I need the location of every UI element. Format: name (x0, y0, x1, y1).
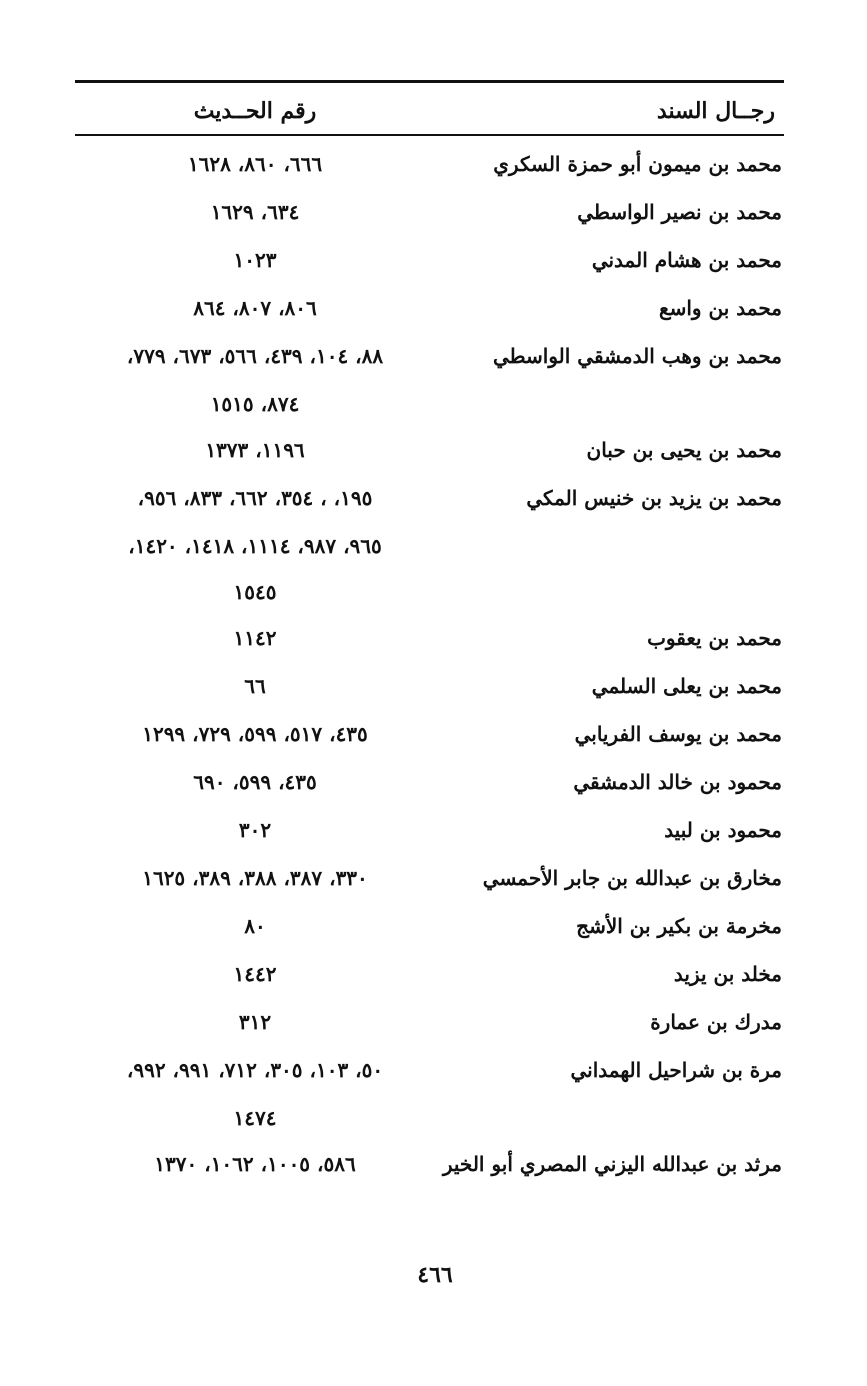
index-entry-continuation (0, 568, 867, 614)
hadith-numbers: ٩٦٥، ٩٨٧، ١١١٤، ١٤١٨، ١٤٢٠، (128, 534, 382, 558)
index-entry (0, 950, 867, 998)
index-entry (0, 426, 867, 474)
narrator-name: محمد بن يحيى بن حبان (586, 438, 782, 462)
hadith-numbers: ٨٧٤، ١٥١٥ (210, 392, 300, 416)
index-entry (0, 1140, 867, 1188)
hadith-numbers: ١١٩٦، ١٣٧٣ (205, 438, 305, 462)
hadith-numbers: ٨٠ (244, 914, 266, 938)
hadith-numbers: ٦٣٤، ١٦٢٩ (210, 200, 300, 224)
hadith-numbers: ١١٤٢ (233, 626, 277, 650)
index-entry (0, 284, 867, 332)
narrator-name: محمد بن يعقوب (647, 626, 782, 650)
hadith-numbers: ٣٠٢ (238, 818, 272, 842)
index-entry-continuation (0, 522, 867, 568)
hadith-numbers: ٥٠، ١٠٣، ٣٠٥، ٧١٢، ٩٩١، ٩٩٢، (126, 1058, 384, 1082)
hadith-numbers: ١٥٤٥ (233, 580, 277, 604)
narrator-name: محمد بن هشام المدني (591, 248, 782, 272)
narrator-name: مخلد بن يزيد (673, 962, 782, 986)
index-entry (0, 806, 867, 854)
narrator-name: محمد بن يوسف الفريابي (574, 722, 782, 746)
hadith-numbers: ٣٣٠، ٣٨٧، ٣٨٨، ٣٨٩، ١٦٢٥ (142, 866, 368, 890)
index-entry (0, 758, 867, 806)
index-entry (0, 188, 867, 236)
narrator-name: محمد بن يزيد بن خنيس المكي (526, 486, 782, 510)
hadith-numbers: ١٠٢٣ (233, 248, 277, 272)
index-entry (0, 854, 867, 902)
hadith-numbers: ٨٠٦، ٨٠٧، ٨٦٤ (193, 296, 317, 320)
page-number: ٤٦٦ (417, 1262, 453, 1288)
index-entry (0, 140, 867, 188)
narrator-name: محمد بن نصير الواسطي (577, 200, 782, 224)
top-rule (75, 80, 784, 83)
narrator-name: محمود بن خالد الدمشقي (573, 770, 782, 794)
narrator-name: محمد بن ميمون أبو حمزة السكري (493, 152, 782, 176)
header-rule (75, 134, 784, 136)
hadith-numbers: ٥٨٦، ١٠٠٥، ١٠٦٢، ١٣٧٠ (154, 1152, 356, 1176)
hadith-numbers: ٦٦٦، ٨٦٠، ١٦٢٨ (187, 152, 323, 176)
narrator-name: مدرك بن عمارة (650, 1010, 782, 1034)
hadith-numbers: ٨٨، ١٠٤، ٤٣٩، ٥٦٦، ٦٧٣، ٧٧٩، (126, 344, 384, 368)
hadith-numbers: ٣١٢ (238, 1010, 272, 1034)
narrator-name: مرثد بن عبدالله اليزني المصري أبو الخير (442, 1152, 782, 1176)
index-entry (0, 614, 867, 662)
index-entry (0, 902, 867, 950)
narrator-name: محمد بن واسع (658, 296, 782, 320)
header-narrators: رجــال السند (656, 98, 775, 124)
hadith-numbers: ٤٣٥، ٥٩٩، ٦٩٠ (193, 770, 317, 794)
index-entry (0, 236, 867, 284)
index-entry (0, 710, 867, 758)
hadith-numbers: ٦٦ (244, 674, 266, 698)
hadith-numbers: ١٩٥، ، ٣٥٤، ٦٦٢، ٨٣٣، ٩٥٦، (137, 486, 373, 510)
narrator-name: محمود بن لبيد (664, 818, 782, 842)
index-entry (0, 332, 867, 380)
narrator-name: مخارق بن عبدالله بن جابر الأحمسي (482, 866, 782, 890)
hadith-numbers: ١٤٤٢ (233, 962, 277, 986)
index-entry (0, 998, 867, 1046)
narrator-name: محمد بن يعلى السلمي (591, 674, 782, 698)
narrator-name: مرة بن شراحيل الهمداني (570, 1058, 782, 1082)
header-hadith-numbers: رقم الحــديث (193, 98, 317, 124)
index-entry (0, 1046, 867, 1094)
index-entry (0, 662, 867, 710)
index-entries (0, 140, 867, 1188)
hadith-numbers: ١٤٧٤ (233, 1106, 277, 1130)
narrator-name: محمد بن وهب الدمشقي الواسطي (492, 344, 782, 368)
index-entry-continuation (0, 1094, 867, 1140)
index-entry (0, 474, 867, 522)
hadith-numbers: ٤٣٥، ٥١٧، ٥٩٩، ٧٢٩، ١٢٩٩ (142, 722, 368, 746)
index-entry-continuation (0, 380, 867, 426)
narrator-name: مخرمة بن بكير بن الأشج (576, 914, 782, 938)
